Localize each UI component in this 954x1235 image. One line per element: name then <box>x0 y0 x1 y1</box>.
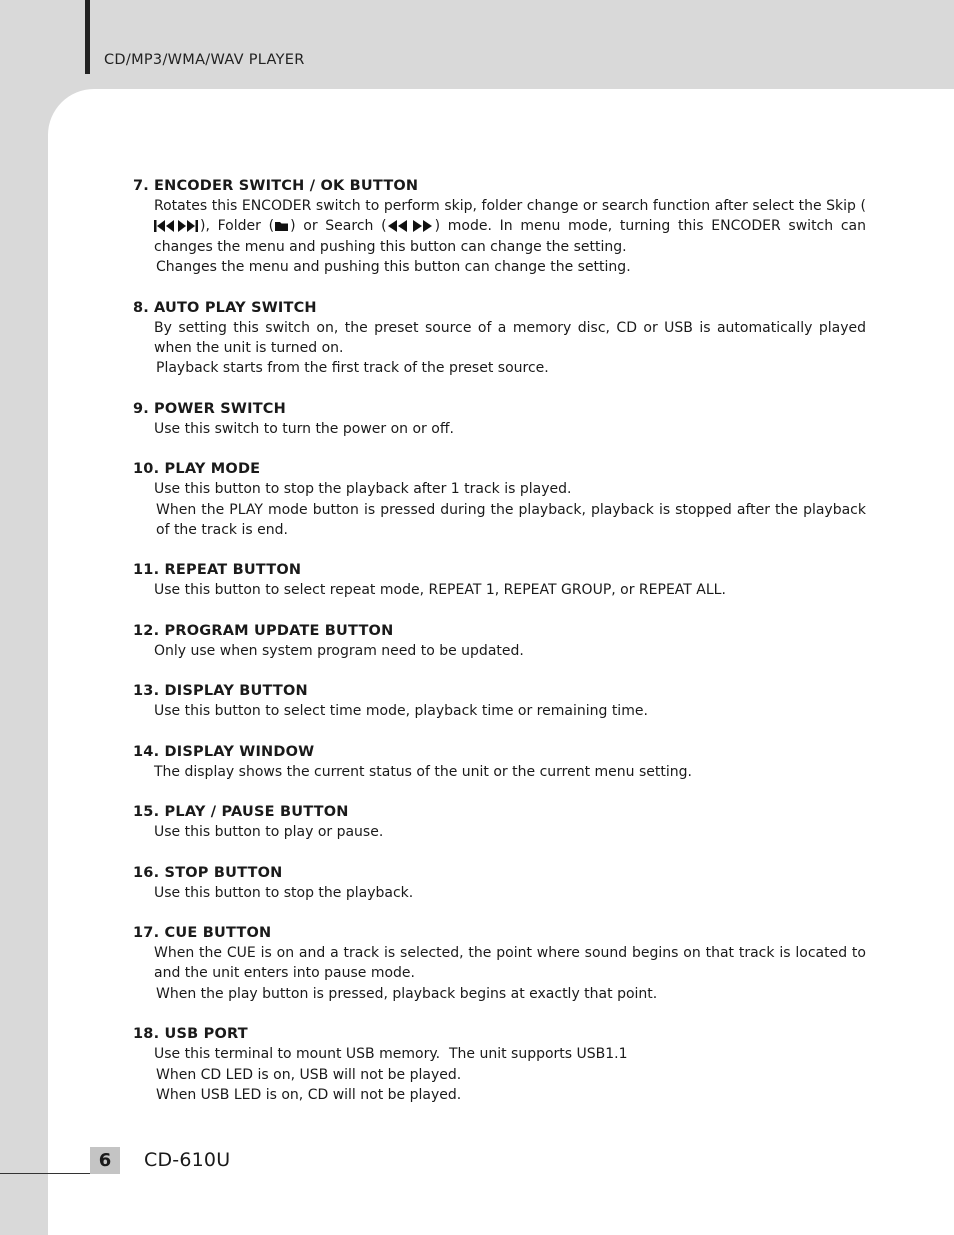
section-title: USB PORT <box>164 1026 248 1043</box>
search-icons <box>387 220 435 232</box>
section-paragraph: When the play button is pressed, playback begins at exactly that point. <box>156 985 658 1002</box>
section-number: 13. <box>133 683 160 700</box>
text-run: Rotates this ENCODER switch to perform skip, folder change or search function after select the Skip ( <box>154 198 866 214</box>
section-cue-button <box>133 923 866 1004</box>
section-display-window <box>133 742 866 782</box>
folder-icon <box>274 220 290 232</box>
model-name: CD-610U <box>144 1149 231 1171</box>
rewind-icon <box>387 220 409 232</box>
section-repeat-button <box>133 560 866 600</box>
section-paragraph: Use this button to select time mode, playback time or remaining time. <box>154 703 648 720</box>
section-number: 18. <box>133 1026 160 1043</box>
section-heading <box>133 742 866 762</box>
section-number: 9. <box>133 400 149 417</box>
section-paragraph: When USB LED is on, CD will not be played. <box>156 1086 462 1103</box>
section-heading <box>133 459 866 479</box>
section-display-button <box>133 681 866 721</box>
section-heading <box>133 681 866 701</box>
section-power-switch <box>133 399 866 439</box>
section-title: DISPLAY BUTTON <box>164 683 308 700</box>
section-title: PLAY / PAUSE BUTTON <box>164 804 349 821</box>
section-paragraph: When the PLAY mode button is pressed during the playback, playback is stopped after the playback of the track is end. <box>156 501 866 539</box>
section-program-update-button <box>133 621 866 661</box>
section-title: AUTO PLAY SWITCH <box>154 299 317 316</box>
skip-back-icon <box>154 220 176 232</box>
section-paragraph: By setting this switch on, the preset source of a memory disc, CD or USB is automatically played when the unit is turned on. <box>154 319 866 357</box>
section-heading <box>133 298 866 318</box>
section-number: 14. <box>133 743 160 760</box>
section-paragraph: When CD LED is on, USB will not be played. <box>156 1066 462 1083</box>
header-title: CD/MP3/WMA/WAV PLAYER <box>104 52 305 68</box>
section-title: CUE BUTTON <box>164 924 272 941</box>
section-play-mode <box>133 459 866 540</box>
section-paragraph: Playback starts from the first track of the preset source. <box>156 360 549 377</box>
text-run: ), Folder ( <box>200 218 275 235</box>
section-stop-button <box>133 863 866 903</box>
section-encoder-switch <box>133 176 866 278</box>
section-paragraph: The display shows the current status of the unit or the current menu setting. <box>154 763 692 780</box>
text-run: ) or Search ( <box>290 218 387 235</box>
section-paragraph: Use this switch to turn the power on or off. <box>154 420 454 437</box>
section-number: 8. <box>133 299 149 316</box>
section-heading <box>133 1024 866 1044</box>
section-play-pause-button <box>133 802 866 842</box>
section-heading <box>133 923 866 943</box>
section-title: PLAY MODE <box>164 461 261 478</box>
section-number: 15. <box>133 804 160 821</box>
header-accent-bar <box>85 0 90 74</box>
section-paragraph <box>154 196 866 257</box>
section-number: 17. <box>133 924 160 941</box>
page-number: 6 <box>90 1147 120 1174</box>
folder-icon-wrap <box>274 220 290 232</box>
section-heading <box>133 176 866 196</box>
manual-content <box>133 176 866 1125</box>
section-title: REPEAT BUTTON <box>164 562 302 579</box>
section-paragraph: Changes the menu and pushing this button can change the setting. <box>156 259 631 276</box>
section-number: 16. <box>133 864 160 881</box>
section-paragraph: Use this button to select repeat mode, REPEAT 1, REPEAT GROUP, or REPEAT ALL. <box>154 582 726 599</box>
section-paragraph: Only use when system program need to be updated. <box>154 642 524 659</box>
section-number: 7. <box>133 178 149 194</box>
skip-icons <box>154 220 200 232</box>
section-auto-play-switch <box>133 298 866 379</box>
section-heading <box>133 399 866 419</box>
section-heading <box>133 863 866 883</box>
text-run: ) mode. In menu mode, turning this ENCODER switch can changes the menu and pushing this button can change the setting. <box>154 218 866 255</box>
section-number: 11. <box>133 562 160 579</box>
section-title: PROGRAM UPDATE BUTTON <box>164 622 394 639</box>
skip-forward-icon <box>176 220 200 232</box>
section-title: STOP BUTTON <box>164 864 283 881</box>
section-title: ENCODER SWITCH / OK BUTTON <box>154 178 419 194</box>
section-title: POWER SWITCH <box>154 400 286 417</box>
section-paragraph: Use this button to stop the playback. <box>154 884 414 901</box>
section-title: DISPLAY WINDOW <box>164 743 315 760</box>
section-heading <box>133 621 866 641</box>
section-heading <box>133 560 866 580</box>
section-number: 10. <box>133 461 160 478</box>
section-number: 12. <box>133 622 160 639</box>
section-paragraph: Use this button to stop the playback after 1 track is played. <box>154 481 572 498</box>
section-usb-port <box>133 1024 866 1105</box>
section-paragraph: When the CUE is on and a track is selected, the point where sound begins on that track is located to and the unit enters into pause mode. <box>154 944 866 982</box>
section-paragraph: Use this terminal to mount USB memory. The unit supports USB1.1 <box>154 1046 628 1063</box>
section-paragraph: Use this button to play or pause. <box>154 824 384 841</box>
section-heading <box>133 802 866 822</box>
fast-forward-icon <box>409 220 435 232</box>
